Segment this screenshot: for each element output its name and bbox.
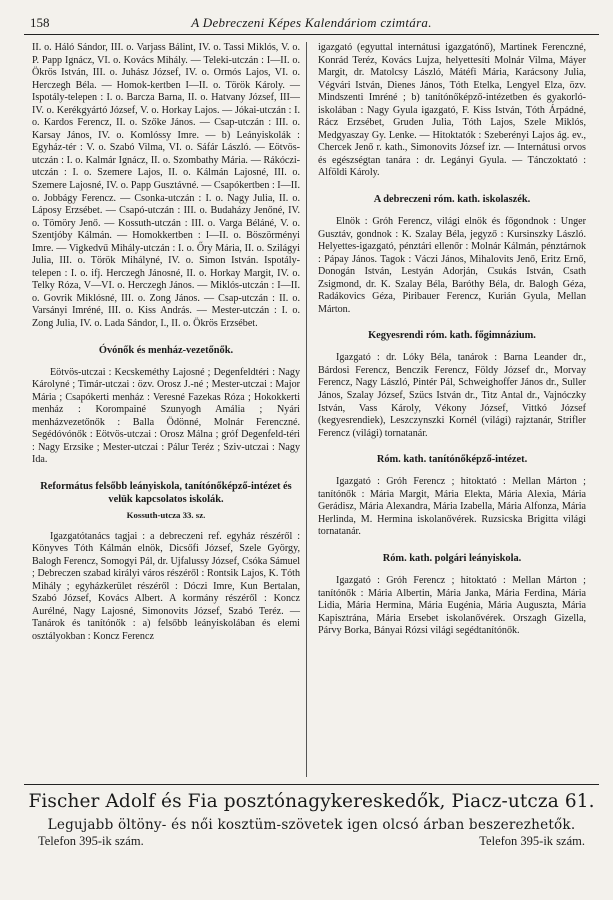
right-column (318, 42, 586, 638)
school-list-continued: II. o. Háló Sándor, III. o. Varjass Bálint, IV. o. Tassi Miklós, V. o. P. Papp Ignácz, VI. o. Kovács Mihály. — Teleki-utczán : I—II. o. Ökrös István, III. o. Juhász József, IV. o. Ormós Lajos, VI. o. Herczegh Béla. — Homok-kertben I—II. o. Török Károly. — Ispotály-telepen : I. o. Barcza Barna, II. o. Hatvany József, III—IV. o. Kerékgyártó József, V. o. Horkay Lajos. — Jókai-utczán : I. o. Kardos Ferencz, II. o. Szőke János. — Csap-utczán : III. o. Karsay János, IV. o. Komlóssy Imre. — b) Leányiskolák : Egyház-tér : V. o. Szabó Vilma, VI. o. Sáfár László. — Eötvös-utczán : I. o. Kalmár Ignácz, II. o. Szombathy Mária. — Rákóczi-utczán : I. o. Szemere Lajos, II. o. Kálmán Lajosné, III. o. Szemere Lajosné, IV. o. Papp Gusztávné. — Csapókertben : I—II. o. Jobbágy Ferencz. — Csonka-utczán : I. o. Nagy Julia, II. o. Láposy Erzsébet. — Csapó-utczán : III. o. Budaházy Jenőné, IV. o. Tömöry Jenő. — Kossuth-utczán : III. o. Varga Béláné, V. o. Szentjóby Kálmán. — Homokkertben : I—II. o. Böszörményi Imre. — Vigkedvű Mihály-utczán : I. o. Őry Mária, II. o. Szilágyi Julia, III. o. Török Mihályné, IV. o. Simon István. Ispotály-telepen : I. o. ifj. Herczegh Jánosné, II. o. Horkay Margit, IV. o. Telky Róza, V—VI. o. Herczegh János. — Miklós-utczán : I—II. o. Govrik Miklósné, III. o. Zong János. — Csap-utczán : II. o. Varsányi Imréné, III. o. Kiss András. — Mester-utczán : I. o. Zong Julia, IV. o. Lada Sándor, I., II. o. Ökrös Erzsébet. (32, 42, 300, 330)
tanitonokepzo-paragraph: Igazgató : Gróh Ferencz ; hitoktató : Mellan Márton ; tanítónők : Mária Margit, Mária Elekta, Mária Alexia, Mária Gerádisz, Mária Alexandra, Mária Izabella, Mária Alfonza, Mária Herlinda, M. Hermina iskolanővérek. Ruzsicska Brigitta világi tornatanár. (318, 476, 586, 538)
section-heading-fogimnazium: Kegyesrendi róm. kath. főgimnázium. (368, 330, 536, 342)
polgari-paragraph: Igazgató : Gróh Ferencz ; hitoktató : Mellan Márton ; tanítónők : Mária Albertin, Mária Janka, Mária Ferdina, Mária Lidia, Mária Hermina, Mária Eugénia, Mária Augusztа, Mária Kapisztrána, Mária Ersebet iskolanővérek. Orszagh Gizella, Párvy Borka, Bányai Rózsi világi segédtanítónők. (318, 574, 586, 637)
ad-tagline: Legujabb öltöny- és női kosztüm-szövetek igen olcsó árban beszerezhetők. (47, 817, 576, 833)
section-heading-polgari: Róm. kath. polgári leányiskola. (382, 552, 522, 564)
page-header (24, 12, 599, 35)
page-number: 158 (30, 15, 50, 30)
ad-headline: Fischer Adolf és Fia posztónagykereskedők, Piacz-utcza 61. (28, 791, 595, 812)
section-heading-iskolaszek: A debreczeni róm. kath. iskolaszék. (373, 194, 531, 206)
reformatus-paragraph: Igazgatótanács tagjai : a debreczeni ref. egyház részéről : Könyves Tóth Kálmán elnök, Dicsőfi József, Szele György, Balogh Ferencz, Somogyi Pál, dr. Ujfalussy József, Csóka Sámuel ; Debreczen szabad királyi város részéről : Rontsik Lajos, K. Tóth Mihály ; egyházkerület részéről : Dóczi Imre, Kun Bertalan, Szabó József, Kovács Albert. A kormány részéről : Koncz Aurélné, Nagy Lajosné, Simonovits József, Szabó Teréz. — Tanárok és tanítónők : a) felsőbb leányiskolában és elemi osztályokban : Koncz Ferencz (32, 530, 301, 642)
fogimnazium-paragraph: Igazgató : dr. Lóky Béla, tanárok : Barna Leander dr., Bárdosi Ferencz, Benczik Ferencz, Földy József dr., Morvay Ferencz, Nagy László, Pintér Pál, Schweighoffer János dr., Suller János, Szalay József, Szücs István dr., Titz Antal dr., Vajnóczky István, Vass Károly, Vékony József, Vittkó József (kegyesrendiek), Leszczynszki Kornél (világi) rajztanár, Strifler Ferencz (világi) tornatanár. (318, 352, 586, 439)
ad-phone-row (24, 834, 599, 852)
running-title: A Debreczeni Képes Kalendáriom czimtára. (191, 15, 432, 30)
reformatus-paragraph-continued: igazgató (egyuttal internátusi igazgatónő), Martinek Ferenczné, Konrád Teréz, Kovács Lujza, helyettesíti Molnár Vilma, Máyer Margit, dr. Matolcsy László, Mátéfi Mária, Karácsony Julia, Végvári István, Dienes János, Tóth Etelka, Lengyel Elza, özv. Mindszenti Imréné ; b) tanítónőképző-intézetben és gyakorló-iskolában : Nagy Gyula igazgató, F. Kiss István, Tóth Árpádné, Rácz Erzsébet, Gruden Julia, Tóth Lajos, Szele Miklós, Medgyaszay Gy. Lenke. — Hitoktatók : Szeberényi Lajos ág. ev., Chercek Jenő r. kath., Simonovits József izr. — Internátusi orvos és egészségtan tanára : dr. Legányi Gyula. — Tánczoktató : Alföldi Károly. (318, 42, 586, 179)
section-heading-ovonok: Óvónők és menház-vezetőnők. (98, 344, 234, 356)
ad-phone-left: Telefon 395-ik szám. (38, 834, 144, 848)
iskolaszek-paragraph: Elnök : Gróh Ferencz, világi elnök és főgondnok : Unger Gusztáv, gondnok : K. Szalay Béla, jegyző : Kursinszky László. Helyettes-igazgató, pénztári ellenőr : Molnár Kálmán, pénztárnok : Pápay János. Tagok : Váczi János, Mihalovits Jenő, Eritz Ernő, Donogán István, Lestyán Adorján, Csukás István, Csath Zsigmond, dr. K. Szalay Béla, Baróthy Béla, dr. Balogh Géza, Radákovics Géza, Piribauer Ferencz, Kurián Gyula, Mellan Márton. (318, 216, 586, 315)
ovonok-paragraph: Eötvös-utczai : Kecskeméthy Lajosné ; Degenfeldtéri : Nagy Károlyné ; Timár-utczai : özv. Orosz J.-né ; Mester-utczai : Major Mária ; Csapókerti menház : Veresné Fazekas Róza ; Hokokkerti menház : Korompainé Szunyogh Amália ; Nyári menházvezetőnők : Balla Ödönné, Molnár Ferenczné. Segédóvónők : Eötvös-utczai : Orosz Málna ; gróf Degenfeld-téri : Nagy Erzsike ; Mester-utczai : Pálur Teréz ; Sziv-utczai : Nagy Ida. (32, 366, 300, 466)
section-heading-reformatus: Református felsőbb leányiskola, tanítónőképző-intézet és velük kapcsolatos iskolák. (40, 480, 292, 505)
section-heading-tanitonokepzo: Róm. kath. tanítónőképző-intézet. (376, 454, 528, 466)
column-divider (306, 42, 307, 777)
left-column (32, 42, 300, 643)
advertisement (24, 784, 599, 852)
ad-phone-right: Telefon 395-ik szám. (479, 834, 585, 848)
reformatus-address: Kossuth-utcza 33. sz. (126, 509, 206, 520)
